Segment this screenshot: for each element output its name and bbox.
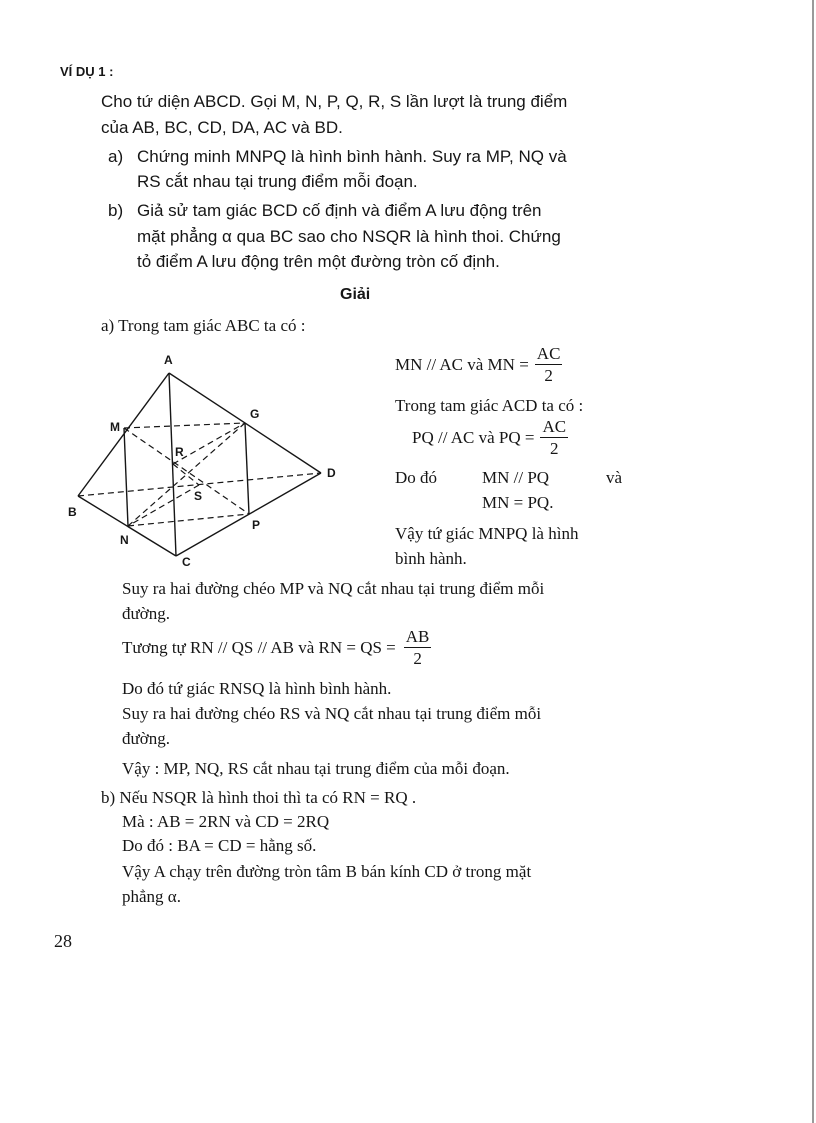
suy-ra-1-line-2: đường. <box>122 604 170 623</box>
solution-b-line-1: b) Nếu NSQR là hình thoi thì ta có RN = RQ . <box>101 788 417 807</box>
segment-rs <box>173 464 199 485</box>
tuong-tu-text: Tương tự RN // QS // AB và RN = QS = <box>122 637 396 657</box>
part-a-line-2: RS cắt nhau tại trung điểm mỗi đoạn. <box>137 172 418 191</box>
fraction-denominator: 2 <box>544 366 553 385</box>
vay-line-2: bình hành. <box>395 549 467 568</box>
part-a-line-1: Chứng minh MNPQ là hình bình hành. Suy ra MP, NQ và <box>137 147 567 166</box>
fraction-denominator: 2 <box>550 439 559 458</box>
segment-rq <box>173 423 245 464</box>
solution-a-line-1: a) Trong tam giác ABC ta có : <box>101 316 306 335</box>
edge-ac <box>169 373 176 556</box>
mn-ac-text: MN // AC và MN = <box>395 354 529 374</box>
label-b: B <box>68 505 77 519</box>
fraction-numerator: AC <box>536 344 561 363</box>
pq-ac-line <box>412 418 570 457</box>
example-intro-line-2: của AB, BC, CD, DA, AC và BD. <box>101 118 343 137</box>
tuong-tu-line <box>122 628 433 667</box>
fraction-numerator: AC <box>542 417 567 436</box>
vay-conclusion-line: Vậy : MP, NQ, RS cắt nhau tại trung điểm của mỗi đoạn. <box>122 759 510 778</box>
example-heading: VÍ DỤ 1 : <box>60 64 114 79</box>
tetrahedron-figure <box>68 342 348 567</box>
mn-equals-pq: MN = PQ. <box>482 493 554 512</box>
suy-ra-2-line-2: đường. <box>122 729 170 748</box>
part-b-line-3: tỏ điểm A lưu động trên một đường tròn cố định. <box>137 252 500 271</box>
va-word: và <box>606 468 623 487</box>
label-n: N <box>120 533 129 547</box>
fraction-denominator: 2 <box>413 649 422 668</box>
label-r: R <box>175 445 184 459</box>
suy-ra-2-line-1: Suy ra hai đường chéo RS và NQ cắt nhau tại trung điểm mỗi <box>122 704 542 723</box>
fraction-ac-over-2 <box>535 345 563 384</box>
page-number: 28 <box>54 931 72 951</box>
vay-line-1: Vậy tứ giác MNPQ là hình <box>395 524 579 543</box>
page-edge-line <box>812 0 814 1123</box>
pq-ac-text: PQ // AC và PQ = <box>412 427 535 447</box>
label-c: C <box>182 555 191 569</box>
solution-title: Giải <box>340 286 371 303</box>
solution-b-line-2: Mà : AB = 2RN và CD = 2RQ <box>122 812 330 831</box>
segment-nq <box>128 423 245 526</box>
label-q: G <box>250 407 260 421</box>
label-d: D <box>327 466 336 480</box>
fraction-ab-over-2 <box>404 628 432 667</box>
part-b-line-1: Giả sử tam giác BCD cố định và điểm A lưu động trên <box>137 201 542 220</box>
solution-b-line-5: phẳng α. <box>122 887 181 906</box>
mn-ac-line <box>395 345 564 384</box>
fraction-ac-over-2-second <box>540 418 568 457</box>
label-s: S <box>194 489 203 503</box>
label-m: M <box>110 420 120 434</box>
fraction-numerator: AB <box>405 627 430 646</box>
part-b-label: b) <box>108 201 124 220</box>
label-p: P <box>252 518 261 532</box>
solution-b-line-3: Do đó : BA = CD = hằng số. <box>122 836 317 855</box>
label-a: A <box>164 353 173 367</box>
rnsq-line: Do đó tứ giác RNSQ là hình bình hành. <box>122 679 392 698</box>
mn-parallel-pq: MN // PQ <box>482 468 550 487</box>
part-a-label: a) <box>108 147 124 166</box>
suy-ra-1-line-1: Suy ra hai đường chéo MP và NQ cắt nhau tại trung điểm mỗi <box>122 579 545 598</box>
part-b-line-2: mặt phẳng α qua BC sao cho NSQR là hình thoi. Chứng <box>137 227 561 246</box>
segment-mq <box>124 423 245 428</box>
solution-b-line-4: Vậy A chạy trên đường tròn tâm B bán kính CD ở trong mặt <box>122 862 532 881</box>
do-do-label: Do đó <box>395 468 438 487</box>
edge-ab <box>78 373 169 496</box>
segment-mp <box>124 428 249 514</box>
example-intro-line-1: Cho tứ diện ABCD. Gọi M, N, P, Q, R, S lần lượt là trung điểm <box>101 92 568 111</box>
acd-line: Trong tam giác ACD ta có : <box>395 396 584 415</box>
edge-qp <box>245 423 249 514</box>
edge-mn <box>124 428 128 526</box>
